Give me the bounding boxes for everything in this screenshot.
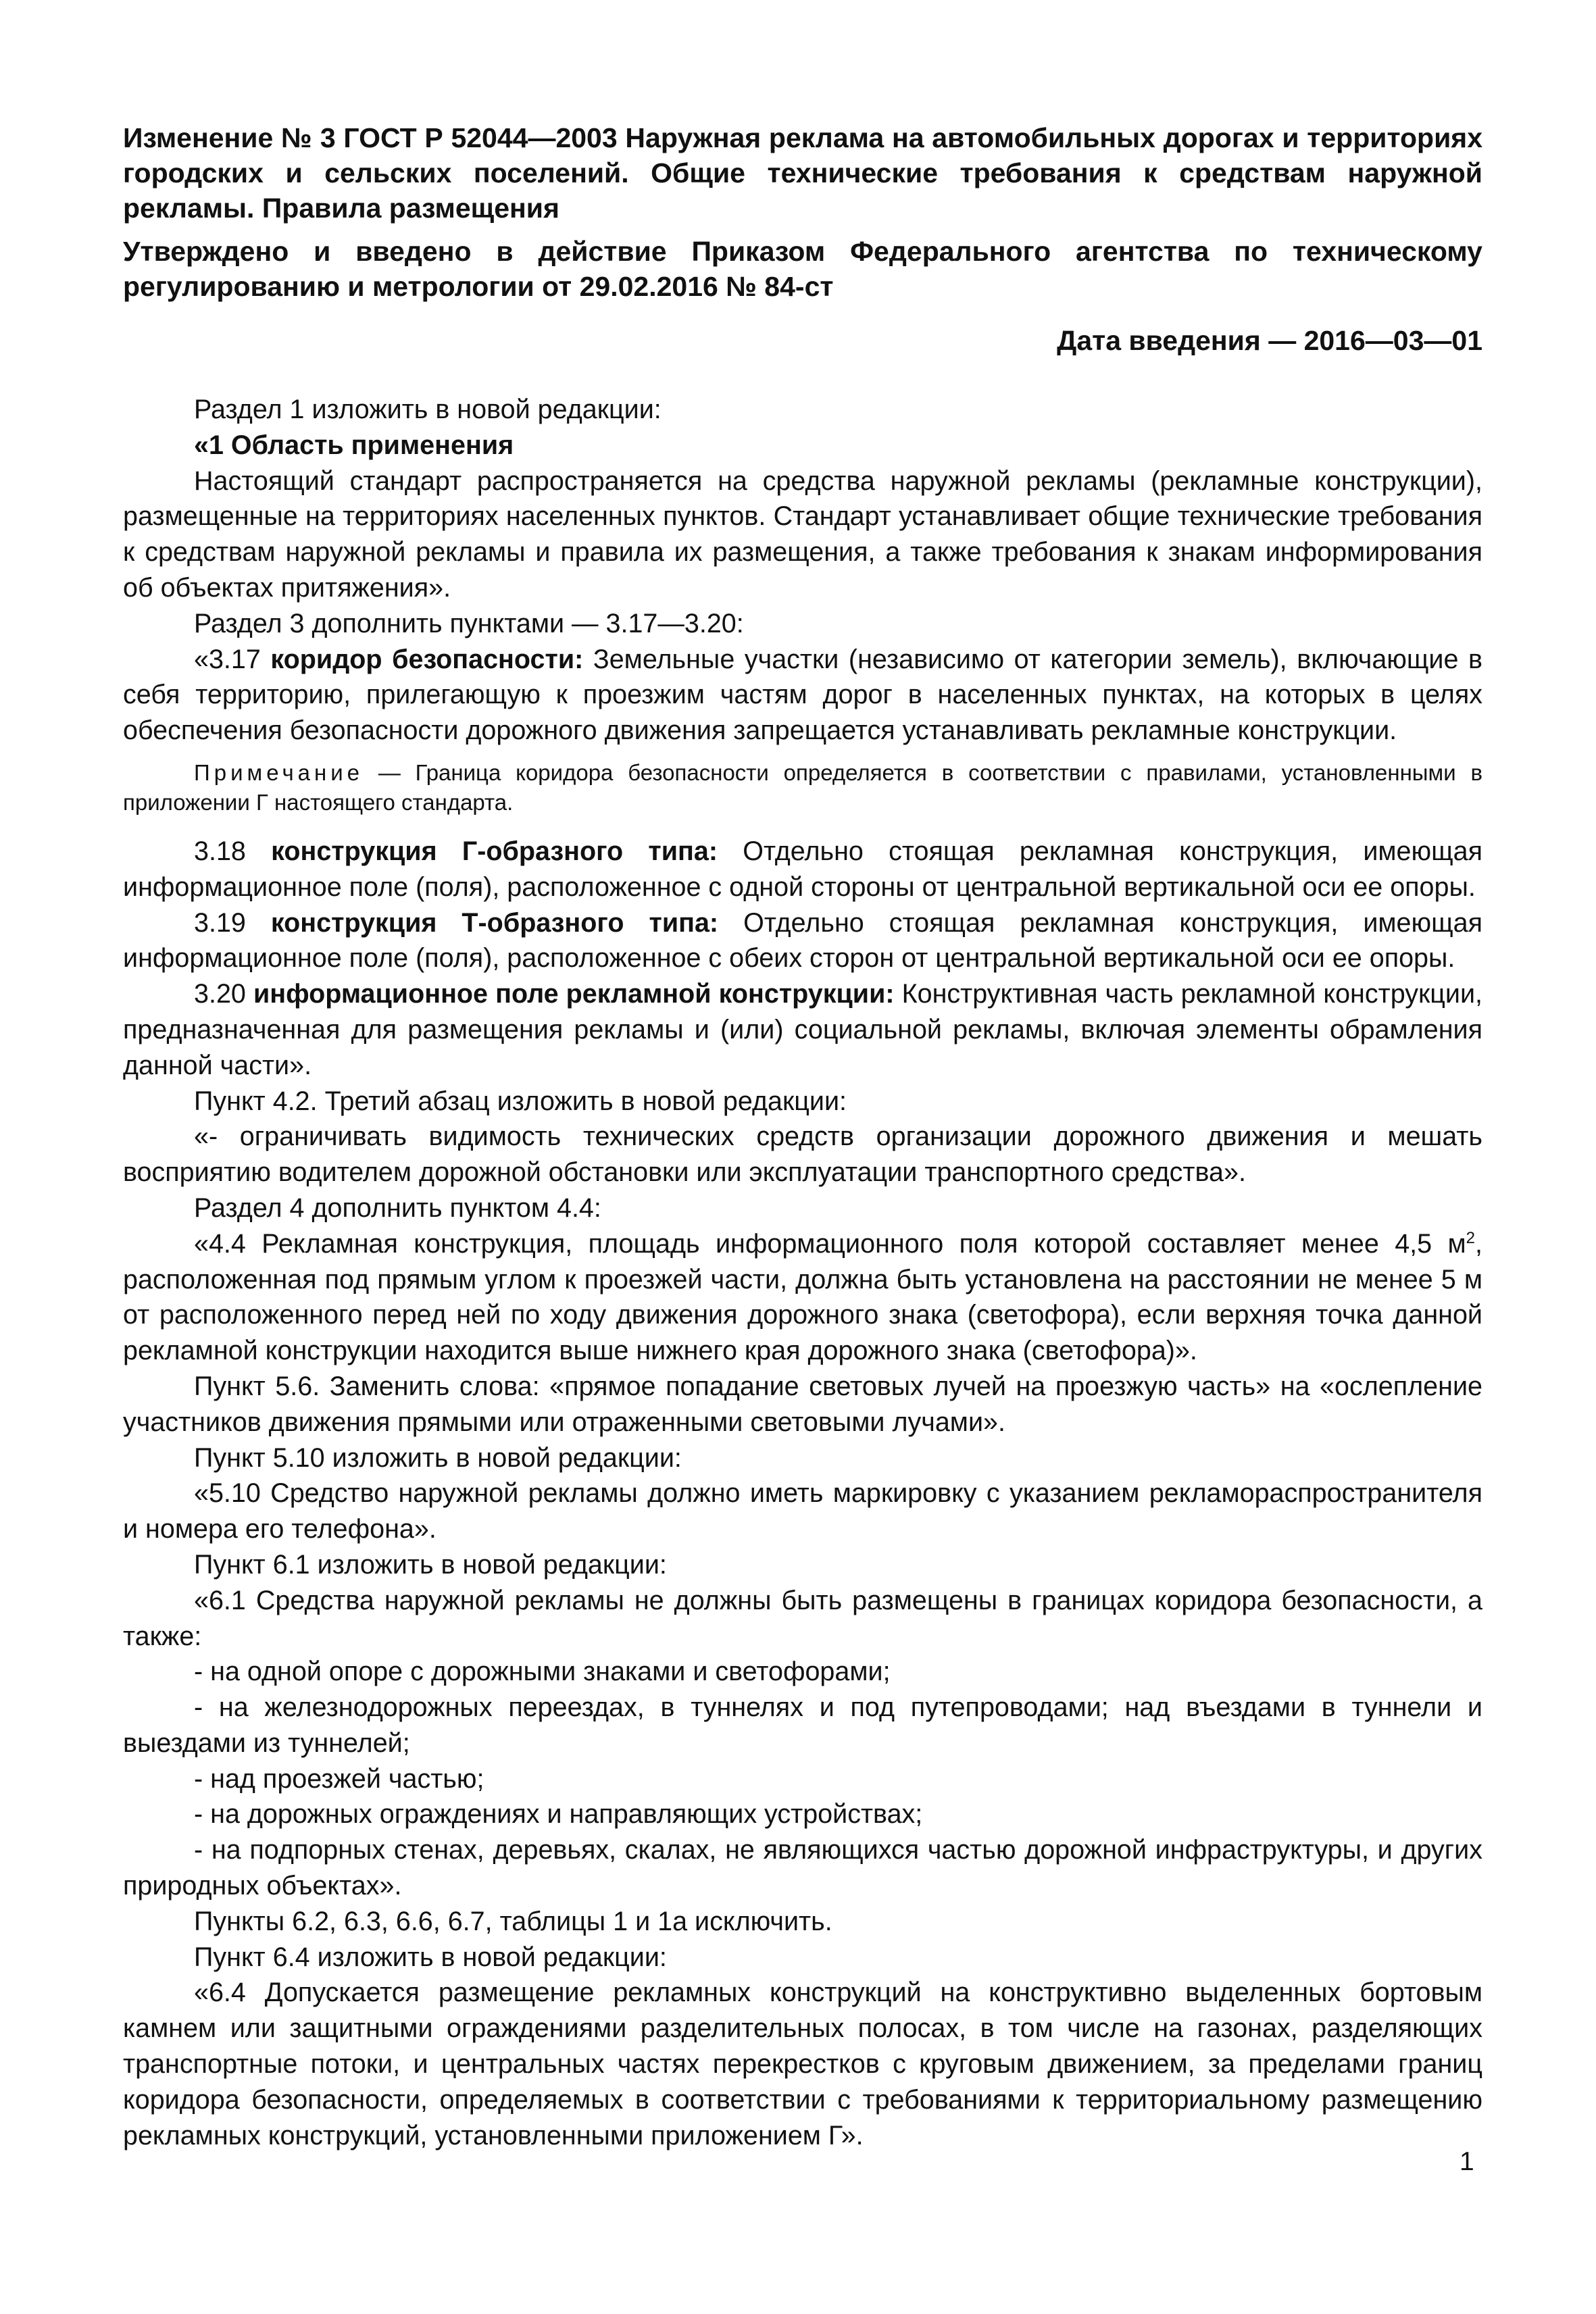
definition-text: Конструктивная часть рекламной конструкции, предназначенная для размещения рекламы и (или) социальной рекламы, включая элементы обрамления данной части». [123,979,1482,1080]
text-span: , расположенная под прямым углом к проезжей части, должна быть установлена на расстоянии не менее 5 м от расположенного перед ней по ходу движения дорожного знака (светофора), если верхняя точка данной рекламной конструкции находится выше нижнего края дорожного знака (светофора)». [123,1228,1482,1366]
text-span: «4.4 Рекламная конструкция, площадь информационного поля которой составляет менее 4,5 м [194,1228,1466,1259]
paragraph: Пункт 6.4 изложить в новой редакции: [194,1942,667,1972]
paragraph: Пункт 5.10 изложить в новой редакции: [194,1442,682,1473]
paragraph: Раздел 1 изложить в новой редакции: [194,395,662,424]
definition-number: 3.20 [194,979,253,1009]
paragraph: «6.4 Допускается размещение рекламных конструкций на конструктивно выделенных бортовым камнем или защитными ограждениями разделительных полосах, в том числе на газонах, разделяющих транспортные потоки, и центральных частях перекрестков с круговым движением, за пределами границ коридора безопасности, определяемых в соответствии с требованиями к территориальному размещению рекламных конструкций, установленными приложением Г». [123,1978,1482,2150]
note [123,758,1482,818]
paragraph: Раздел 4 дополнить пунктом 4.4: [194,1192,601,1223]
effective-date: Дата введения — 2016—03—01 [1057,325,1482,356]
paragraph: «6.1 Средства наружной рекламы не должны быть размещены в границах коридора безопасности, а также: [123,1585,1482,1651]
section-heading: «1 Область применения [194,430,514,460]
definition-term: конструкция Т-образного типа: [270,907,719,938]
definition-number: 3.19 [194,907,271,938]
paragraph: «5.10 Средство наружной рекламы должно иметь маркировку с указанием рекламораспространителя и номера его телефона». [123,1478,1482,1544]
list-item: - на подпорных стенах, деревьях, скалах, не являющихся частью дорожной инфраструктуры, и других природных объектах». [123,1835,1482,1901]
paragraph-4-4 [123,1226,1482,1369]
paragraph: Пункты 6.2, 6.3, 6.6, 6.7, таблицы 1 и 1а исключить. [194,1906,832,1936]
definition-3-19 [123,905,1482,977]
list-item: - на дорожных ограждениях и направляющих устройствах; [194,1799,923,1830]
superscript: 2 [1466,1228,1476,1247]
note-label: Примечание [194,759,364,785]
document-title: Изменение № 3 ГОСТ Р 52044—2003 Наружная реклама на автомобильных дорогах и территориях городских и сельских поселений. Общие технические требования к средствам наружной рекламы. Правила размещения [123,122,1482,224]
definition-text: Отдельно стоящая рекламная конструкция, имеющая информационное поле (поля), расположенное с одной стороны от центральной вертикальной оси ее опоры. [123,836,1482,902]
paragraph: Пункт 5.6. Заменить слова: «прямое попадание световых лучей на проезжую часть» на «ослепление участников движения прямыми или отраженными световыми лучами». [123,1371,1482,1437]
definition-number: «3.17 [194,644,271,674]
definition-text: Отдельно стоящая рекламная конструкция, имеющая информационное поле (поля), расположенное с обеих сторон от центральной вертикальной оси ее опоры. [123,907,1482,974]
paragraph: Настоящий стандарт распространяется на средства наружной рекламы (рекламные конструкции), размещенные на территориях населенных пунктов. Стандарт устанавливает общие технические требования к средствам наружной рекламы и правила их размещения, а также требования к знакам информирования об объектах притяжения». [123,466,1482,603]
definition-term: информационное поле рекламной конструкции: [253,979,895,1009]
page-number: 1 [1460,2147,1474,2176]
definition-3-17 [123,642,1482,749]
definition-term: коридор безопасности: [270,644,584,674]
definition-text: Земельные участки (независимо от категории земель), включающие в себя территорию, прилегающую к проезжим частям дорог в населенных пунктах, на которых в целях обеспечения безопасности дорожного движения запрещается устанавливать рекламные конструкции. [123,644,1482,746]
list-item: - на одной опоре с дорожными знаками и светофорами; [194,1657,891,1687]
paragraph: Пункт 6.1 изложить в новой редакции: [194,1549,667,1580]
definition-number: 3.18 [194,836,272,866]
approval-statement: Утверждено и введено в действие Приказом Федерального агентства по техническому регулированию и метрологии от 29.02.2016 № 84-ст [123,236,1482,302]
note-text: — Граница коридора безопасности определяется в соответствии с правилами, установленными в приложении Г настоящего стандарта. [123,759,1482,815]
paragraph: Раздел 3 дополнить пунктами — 3.17—3.20: [194,608,744,638]
list-item: - на железнодорожных переездах, в туннелях и под путепроводами; над въездами в туннели и выездами из туннелей; [123,1692,1482,1758]
definition-term: конструкция Г-образного типа: [271,836,718,866]
list-item: - над проезжей частью; [194,1763,484,1794]
paragraph: Пункт 4.2. Третий абзац изложить в новой редакции: [194,1086,847,1116]
definition-3-18 [123,834,1482,905]
definition-3-20 [123,976,1482,1083]
paragraph: «- ограничивать видимость технических средств организации дорожного движения и мешать восприятию водителем дорожной обстановки или эксплуатации транспортного средства». [123,1122,1482,1188]
